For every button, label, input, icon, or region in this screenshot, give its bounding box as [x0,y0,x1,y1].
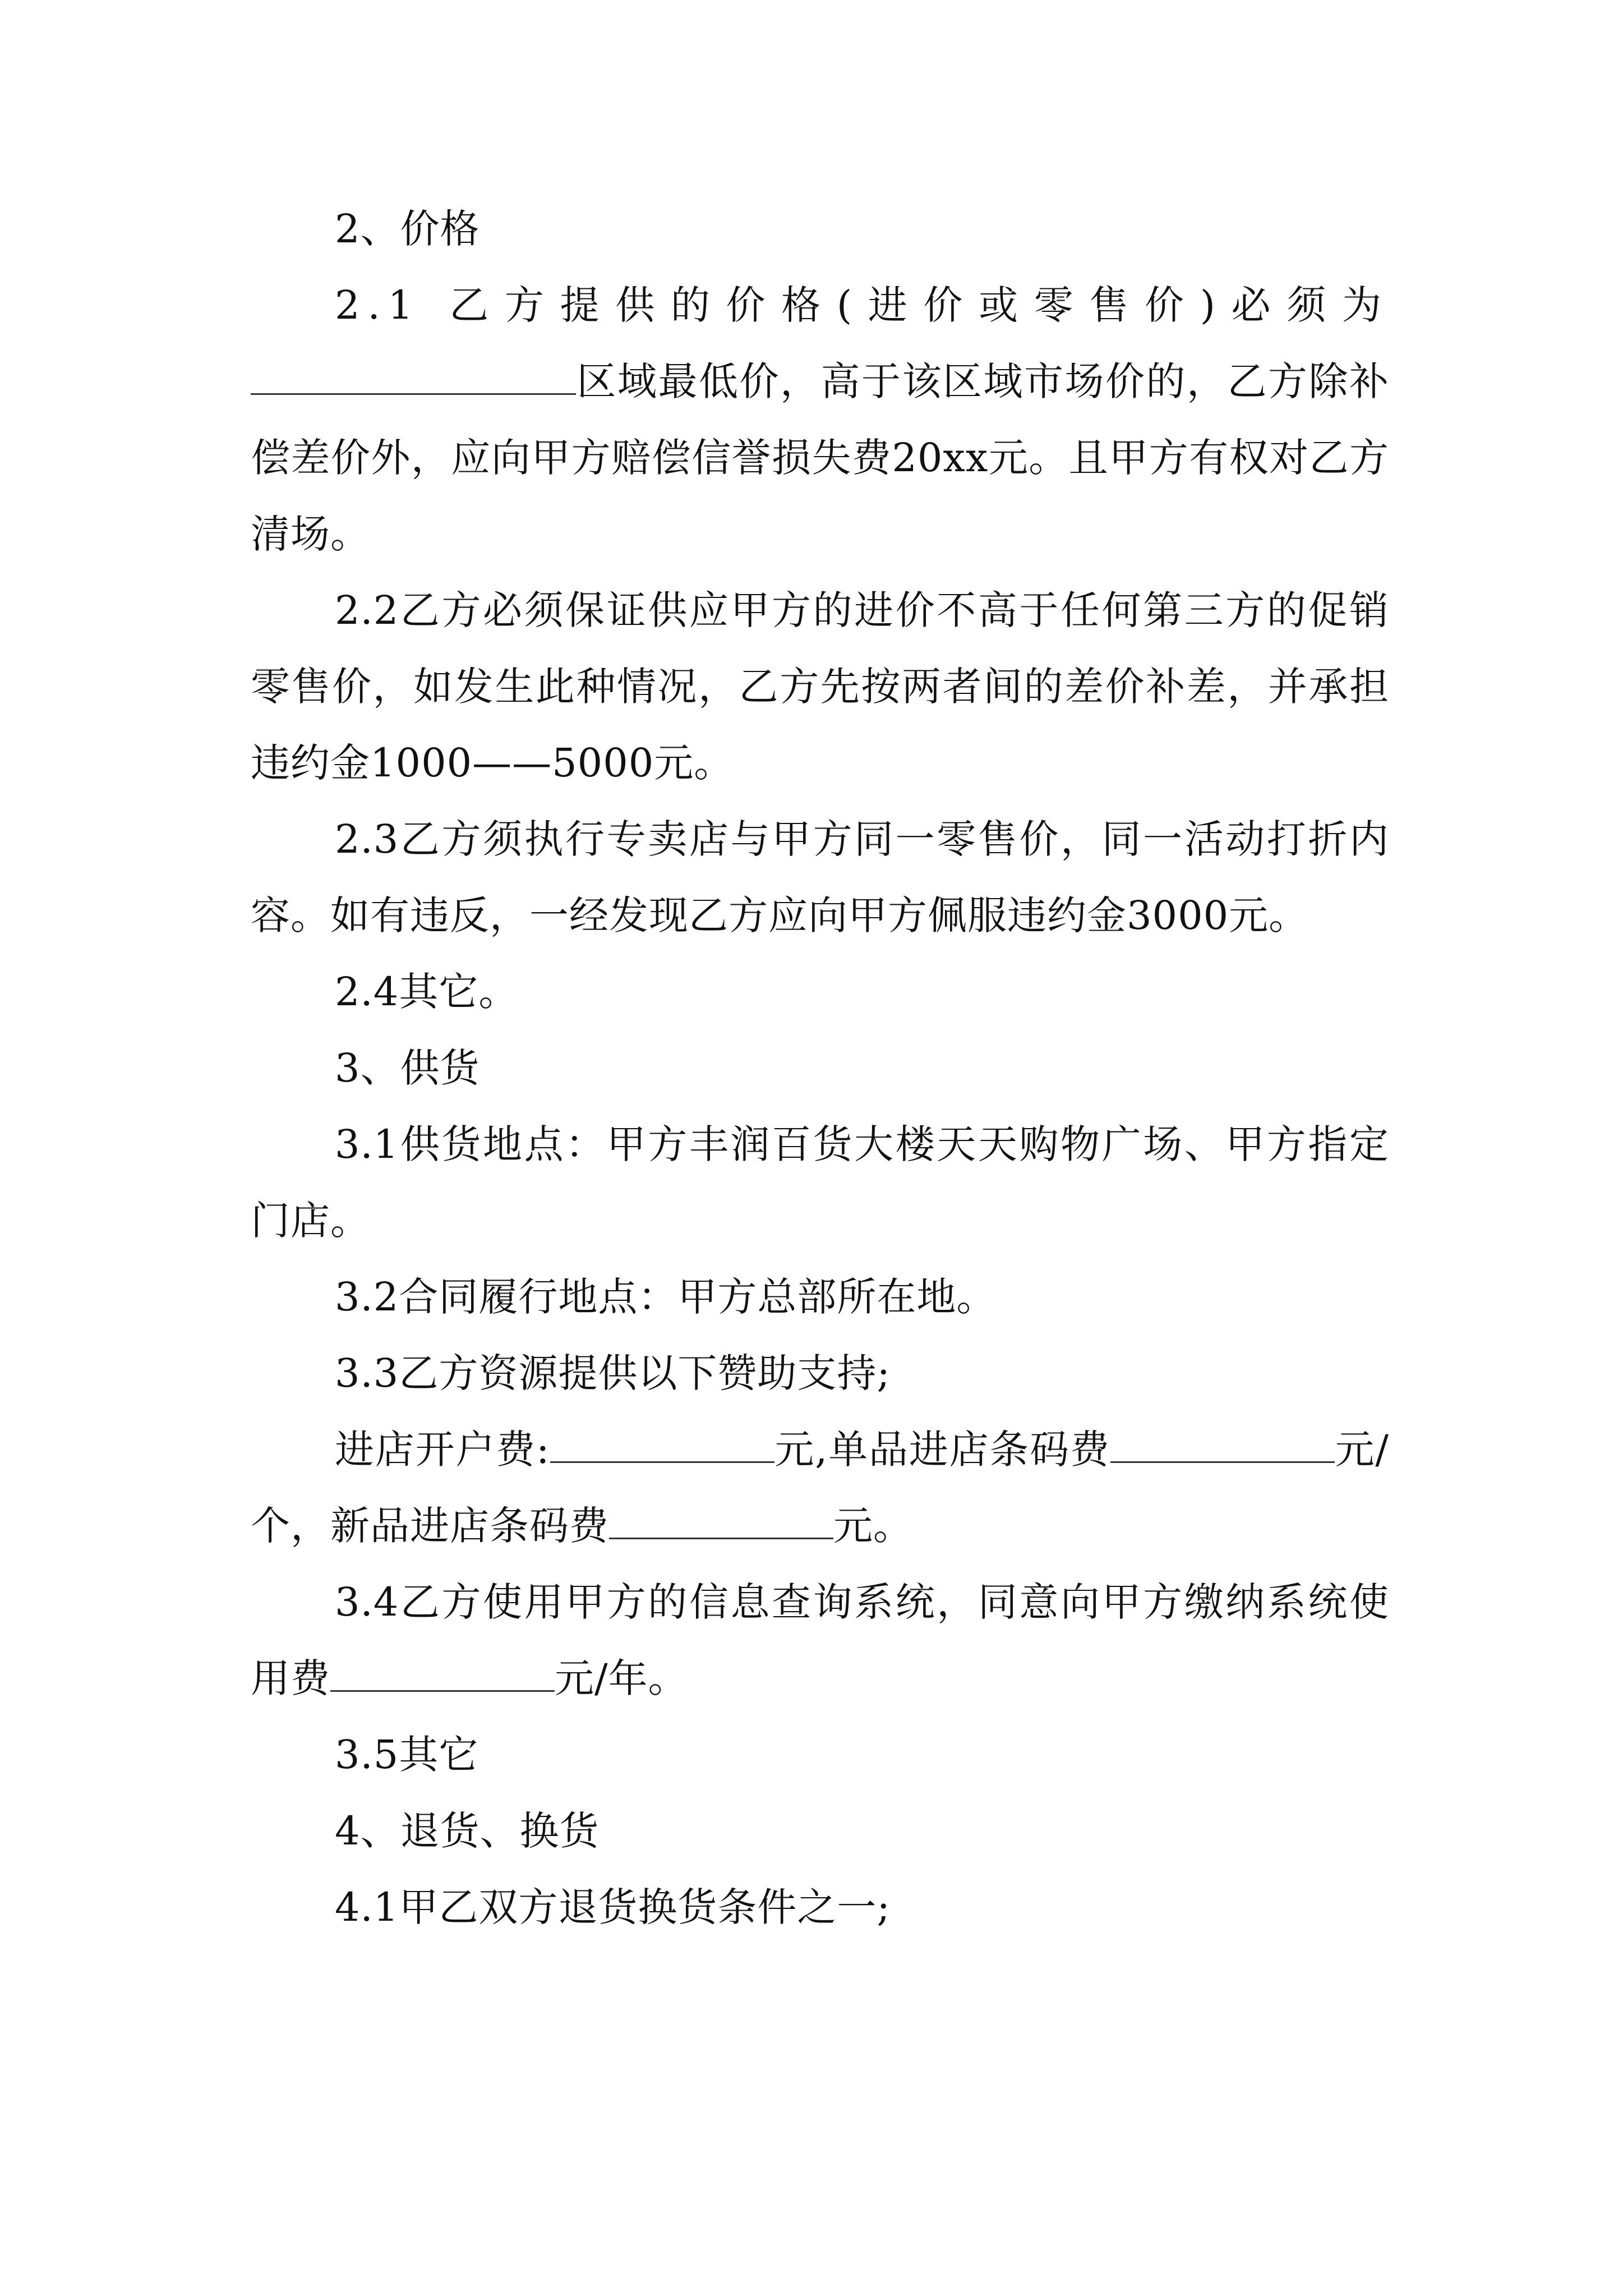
document-body [251,191,1389,1945]
fill-blank-barcode-fee [1110,1428,1335,1463]
fill-blank-region [251,360,576,395]
clause-3-5: 3.5其它 [335,1732,479,1778]
fees-text-b: 元,单品进店条码费 [774,1427,1110,1473]
clause-3-4 [251,1564,1389,1717]
section-heading-price: 2、价格 [335,206,480,252]
clause-3-3-fees [251,1411,1389,1564]
clause-2-3: 2.3乙方须执行专卖店与甲方同一零售价，同一活动打折内容。如有违反，一经发现乙方应向甲方佩服违约金3000元。 [251,816,1389,938]
section-heading-returns: 4、退货、换货 [335,1808,600,1854]
clause-4-1: 4.1甲乙双方退货换货条件之一; [335,1884,891,1930]
clause-2-1 [251,267,1389,572]
clause-3-4-text-a: 3.4乙方使用甲方的信息查询系统，同意向甲方缴纳系统使用费 [251,1579,1389,1701]
fill-blank-new-barcode-fee [609,1504,833,1539]
clause-3-3: 3.3乙方资源提供以下赞助支持; [335,1350,891,1396]
section-heading-supply: 3、供货 [335,1045,480,1091]
fees-text-a: 进店开户费: [335,1427,550,1473]
clause-3-2: 3.2合同履行地点：甲方总部所在地。 [335,1274,997,1320]
clause-3-1: 3.1供货地点：甲方丰润百货大楼天天购物广场、甲方指定门店。 [251,1121,1389,1244]
clause-2-1-text-a: 2.1 乙方提供的价格(进价或零售价)必须为 [335,282,1389,328]
clause-2-2: 2.2乙方必须保证供应甲方的进价不高于任何第三方的促销零售价，如发生此种情况，乙方先按两者间的差价补差，并承担违约金1000——5000元。 [251,587,1389,786]
fill-blank-opening-fee [550,1428,774,1463]
fees-text-c: 元/个，新品进店条码费 [251,1427,1389,1549]
clause-2-1-text-b: 区域最低价，高于该区域市场价的，乙方除补偿差价外，应向甲方赔偿信誉损失费20xx元。且甲方有权对乙方清场。 [251,358,1389,557]
clause-2-4: 2.4其它。 [335,969,519,1015]
fees-text-d: 元。 [833,1503,913,1549]
clause-3-4-text-b: 元/年。 [555,1655,688,1701]
fill-blank-system-fee [330,1657,555,1692]
